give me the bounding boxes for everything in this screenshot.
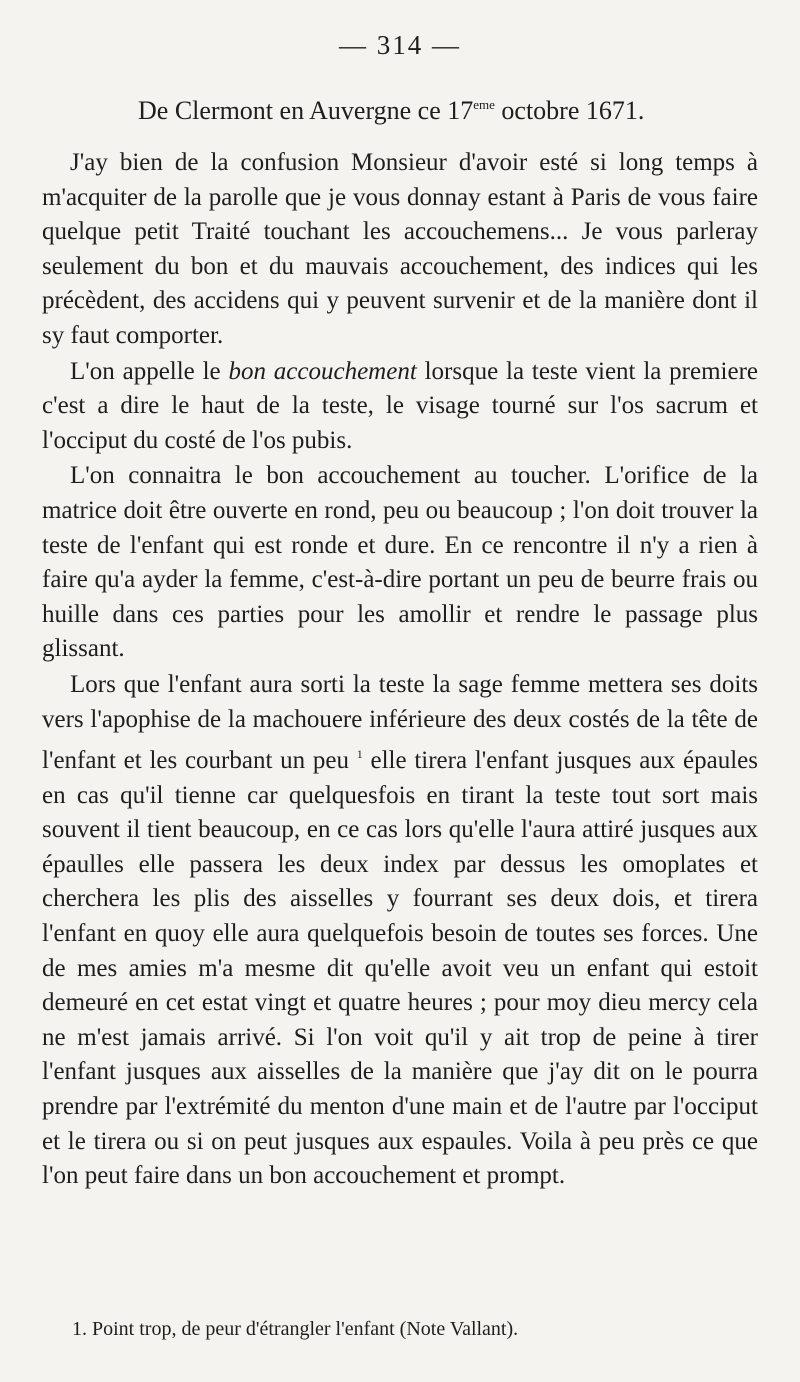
paragraph-toucher: L'on connaitra le bon accouchement au toucher. L'orifice de la matrice doit être ouverte en rond, peu ou beaucoup ; l'on doit trouver la teste de l'enfant qui est ronde et dure. En ce rencontre il n'y a rien à faire qu'a ayder la femme, c'est-à-dire portant un peu de beurre frais ou huille dans ces parties pour les amollir et rendre le passage plus glissant. [42,462,758,663]
paragraph-delivery-lead: Lors que l'enfant aura sorti la teste la sage femme mettera ses doits vers l'apophise de la machouere inférieure des deux costés de la tête de l'enfant et les courbant un peu [42,670,758,775]
term-bon-accouchement: bon accouchement [228,357,417,385]
dateline-month-year: octobre 1671. [494,96,645,125]
dateline-ordinal-suffix: eme [473,97,495,112]
footnote-marker: 1 [356,747,363,762]
footnote: 1. Point trop, de peur d'étrangler l'enfant (Note Vallant). [72,1318,519,1340]
paragraph-definition-rest: lorsque la teste vient la premiere c'est a dire le haut de la teste, le visage tourné sur l'os sacrum et l'occiput du costé de l'os pubis. [42,357,759,454]
paragraph-definition-lead: L'on appelle le [70,357,229,385]
paragraph-definition [42,355,758,459]
letter-dateline [138,96,644,126]
letter-body [42,146,758,1194]
paragraph-delivery-rest: elle tirera l'enfant jusques aux épaules en cas qu'il tienne car quelquesfois en tirant la teste tout sort mais souvent il tient beaucoup, en ce cas lors qu'elle l'aura attiré jusques aux épaulles elle passera les deux index par dessus les omoplates et cherchera les plis des aisselles y fourrant ses deux dois, et tirera l'enfant en quoy elle aura quelquefois besoin de toutes ses forces. Une de mes amies m'a mesme dit qu'elle avoit veu un enfant qui estoit demeuré en cet estat vingt et quatre heures ; pour moy dieu mercy cela ne m'est jamais arrivé. Si l'on voit qu'il y ait trop de peine à tirer l'enfant jusques aux aisselles de la manière que j'ay dit on le pourra prendre par l'extrémité du menton d'une main et de l'autre par l'occiput et le tirera ou si on peut jusques aux espaules. Voila à peu près ce que l'on peut faire dans un bon accouchement et prompt. [42,747,758,1190]
page-number: — 314 — [339,30,461,60]
dateline-place-day: De Clermont en Auvergne ce 17 [138,96,474,125]
paragraph-confusion: J'ay bien de la confusion Monsieur d'avoir esté si long temps à m'acquiter de la parolle que je vous donnay estant à Paris de vous faire quelque petit Traité touchant les accouchemens... Je vous parleray seulement du bon et du mauvais accouchement, des indices qui les précèdent, des accidens qui y peuvent survenir et de la manière dont il sy faut comporter. [42,149,758,349]
paragraph-delivery [42,668,758,1194]
